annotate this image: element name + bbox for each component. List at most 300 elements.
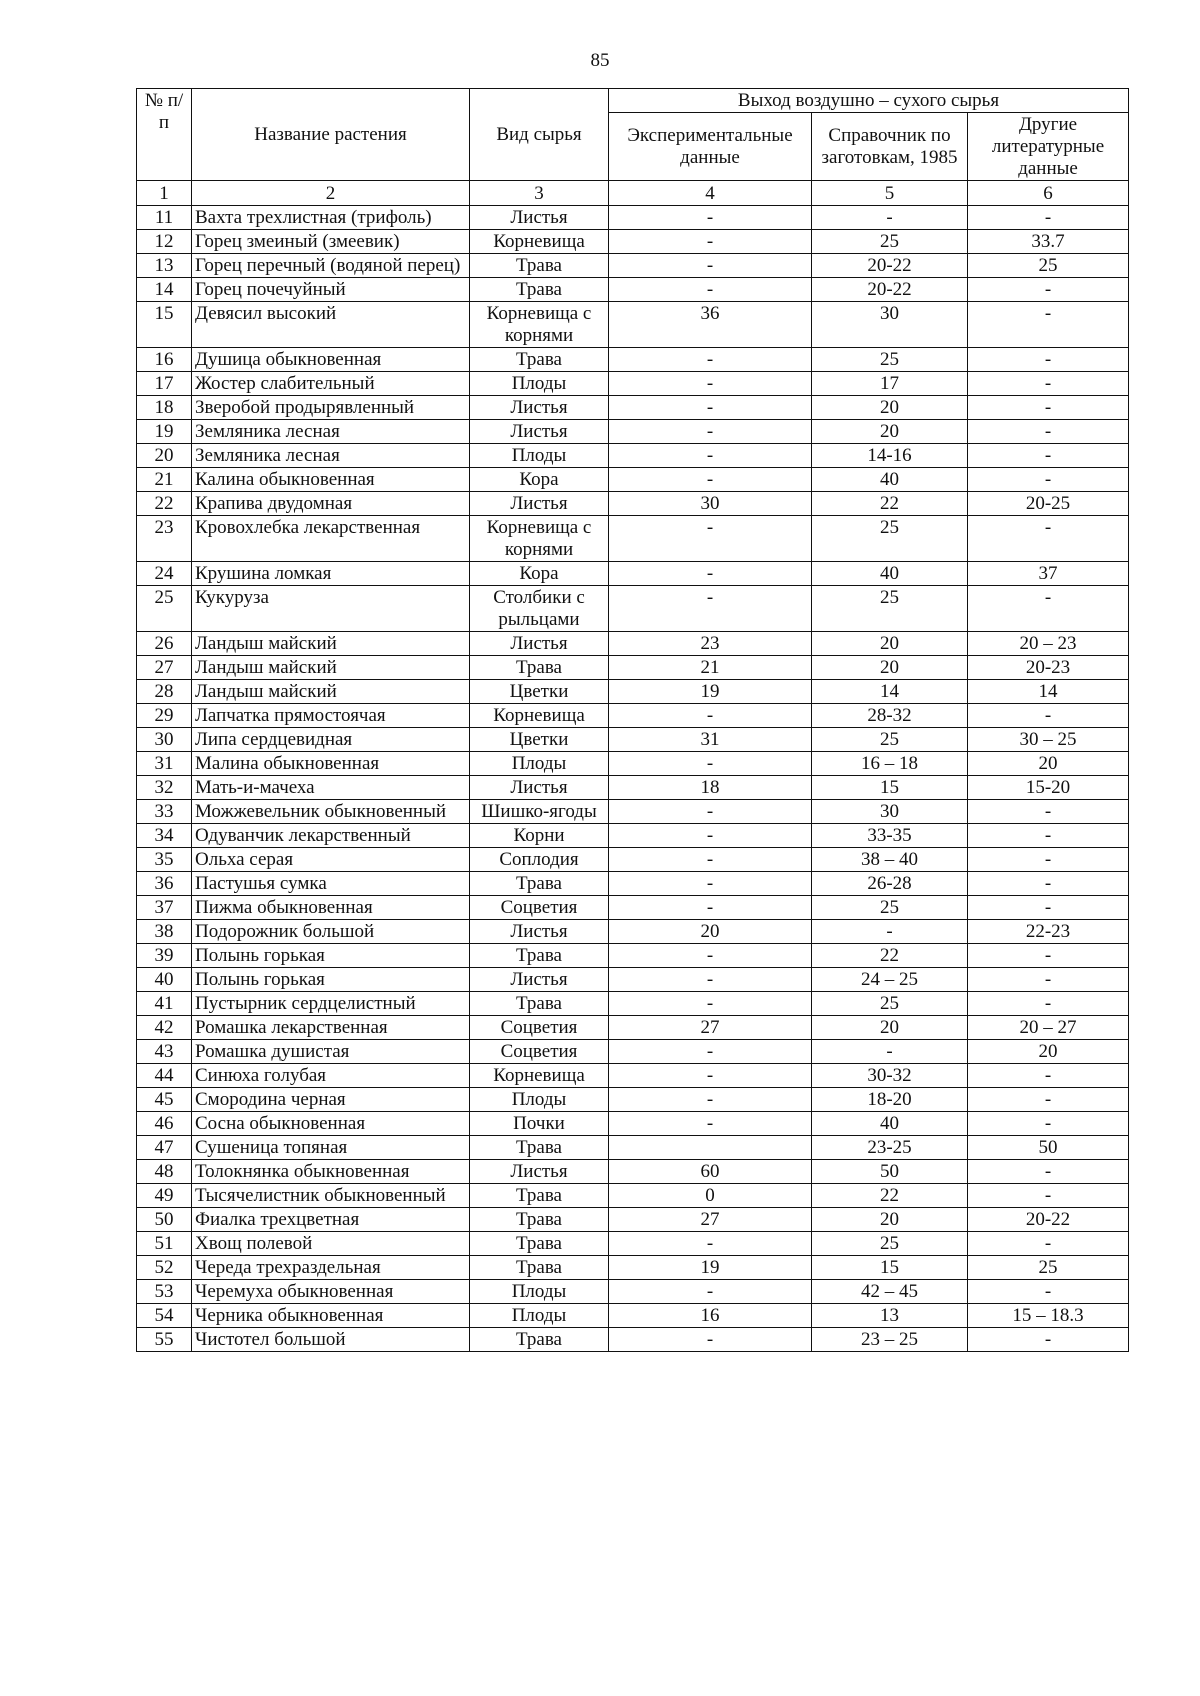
reference-value: 30-32	[812, 1064, 968, 1088]
raw-material-type: Трава	[470, 1232, 609, 1256]
literature-value: -	[968, 372, 1129, 396]
row-number: 21	[137, 468, 192, 492]
experimental-value: -	[609, 1328, 812, 1352]
reference-value: 40	[812, 1112, 968, 1136]
row-number: 52	[137, 1256, 192, 1280]
table-body	[137, 206, 1129, 1352]
experimental-value: 23	[609, 632, 812, 656]
literature-value: -	[968, 206, 1129, 230]
literature-value: 15-20	[968, 776, 1129, 800]
row-number: 38	[137, 920, 192, 944]
raw-material-type: Плоды	[470, 444, 609, 468]
reference-value: 25	[812, 992, 968, 1016]
plant-name: Толокнянка обыкновенная	[192, 1160, 470, 1184]
table-row	[137, 444, 1129, 468]
table-row	[137, 468, 1129, 492]
raw-material-type: Корневища с корнями	[470, 516, 609, 562]
experimental-value: -	[609, 444, 812, 468]
reference-value: 38 – 40	[812, 848, 968, 872]
literature-value: -	[968, 1184, 1129, 1208]
reference-value: 20	[812, 396, 968, 420]
experimental-value: 21	[609, 656, 812, 680]
row-number: 54	[137, 1304, 192, 1328]
table-row	[137, 1136, 1129, 1160]
table-row	[137, 704, 1129, 728]
experimental-value: 16	[609, 1304, 812, 1328]
column-number: 5	[812, 181, 968, 206]
table-row	[137, 896, 1129, 920]
experimental-value: -	[609, 752, 812, 776]
raw-material-type: Корневища	[470, 230, 609, 254]
header-lit: Другие литературные данные	[968, 113, 1129, 181]
header-num: № п/п	[137, 89, 192, 181]
reference-value: 26-28	[812, 872, 968, 896]
table-row	[137, 348, 1129, 372]
experimental-value: 0	[609, 1184, 812, 1208]
experimental-value: -	[609, 1088, 812, 1112]
literature-value: -	[968, 516, 1129, 562]
raw-material-type: Листья	[470, 492, 609, 516]
literature-value: 20 – 27	[968, 1016, 1129, 1040]
table-row	[137, 632, 1129, 656]
plant-name: Одуванчик лекарственный	[192, 824, 470, 848]
plant-name: Ромашка душистая	[192, 1040, 470, 1064]
literature-value: -	[968, 420, 1129, 444]
literature-value: -	[968, 1160, 1129, 1184]
raw-material-type: Трава	[470, 1184, 609, 1208]
experimental-value: -	[609, 848, 812, 872]
reference-value: 30	[812, 800, 968, 824]
experimental-value: 20	[609, 920, 812, 944]
column-number: 1	[137, 181, 192, 206]
raw-material-type: Листья	[470, 206, 609, 230]
literature-value: -	[968, 704, 1129, 728]
reference-value: 25	[812, 516, 968, 562]
literature-value: -	[968, 824, 1129, 848]
plant-name: Малина обыкновенная	[192, 752, 470, 776]
reference-value: 15	[812, 1256, 968, 1280]
table-header	[137, 89, 1129, 206]
table-row	[137, 752, 1129, 776]
literature-value: 15 – 18.3	[968, 1304, 1129, 1328]
row-number: 19	[137, 420, 192, 444]
row-number: 25	[137, 586, 192, 632]
raw-material-type: Трава	[470, 872, 609, 896]
table-row	[137, 968, 1129, 992]
plant-name: Горец перечный (водяной перец)	[192, 254, 470, 278]
plant-name: Сушеница топяная	[192, 1136, 470, 1160]
literature-value: -	[968, 348, 1129, 372]
reference-value: 25	[812, 230, 968, 254]
reference-value: 25	[812, 1232, 968, 1256]
row-number: 24	[137, 562, 192, 586]
reference-value: 25	[812, 896, 968, 920]
raw-material-type: Плоды	[470, 372, 609, 396]
reference-value: 18-20	[812, 1088, 968, 1112]
row-number: 15	[137, 302, 192, 348]
row-number: 18	[137, 396, 192, 420]
literature-value: -	[968, 586, 1129, 632]
experimental-value	[609, 1136, 812, 1160]
reference-value: 40	[812, 468, 968, 492]
experimental-value: -	[609, 944, 812, 968]
column-number: 3	[470, 181, 609, 206]
experimental-value: -	[609, 1112, 812, 1136]
plant-name: Горец змеиный (змеевик)	[192, 230, 470, 254]
literature-value: -	[968, 872, 1129, 896]
table-row	[137, 992, 1129, 1016]
experimental-value: -	[609, 1280, 812, 1304]
table-row	[137, 492, 1129, 516]
literature-value: 50	[968, 1136, 1129, 1160]
literature-value: 33.7	[968, 230, 1129, 254]
plant-name: Подорожник большой	[192, 920, 470, 944]
row-number: 20	[137, 444, 192, 468]
reference-value: 22	[812, 492, 968, 516]
column-number-row	[137, 181, 1129, 206]
literature-value: -	[968, 1112, 1129, 1136]
raw-material-type: Цветки	[470, 680, 609, 704]
raw-material-type: Плоды	[470, 1280, 609, 1304]
row-number: 13	[137, 254, 192, 278]
table-row	[137, 230, 1129, 254]
plant-name: Кровохлебка лекарственная	[192, 516, 470, 562]
plant-name: Крушина ломкая	[192, 562, 470, 586]
row-number: 16	[137, 348, 192, 372]
reference-value: 23 – 25	[812, 1328, 968, 1352]
literature-value: -	[968, 468, 1129, 492]
header-exp: Экспериментальные данные	[609, 113, 812, 181]
experimental-value: -	[609, 468, 812, 492]
literature-value: 20	[968, 1040, 1129, 1064]
raw-material-type: Соцветия	[470, 1040, 609, 1064]
row-number: 29	[137, 704, 192, 728]
reference-value: 33-35	[812, 824, 968, 848]
plant-name: Сосна обыкновенная	[192, 1112, 470, 1136]
raw-material-type: Цветки	[470, 728, 609, 752]
experimental-value: -	[609, 586, 812, 632]
table-row	[137, 1184, 1129, 1208]
literature-value: -	[968, 1280, 1129, 1304]
row-number: 32	[137, 776, 192, 800]
row-number: 17	[137, 372, 192, 396]
plant-name: Хвощ полевой	[192, 1232, 470, 1256]
row-number: 49	[137, 1184, 192, 1208]
column-number: 4	[609, 181, 812, 206]
table-row	[137, 396, 1129, 420]
row-number: 40	[137, 968, 192, 992]
reference-value: 20	[812, 420, 968, 444]
table-row	[137, 586, 1129, 632]
plant-name: Девясил высокий	[192, 302, 470, 348]
literature-value: -	[968, 944, 1129, 968]
plant-name: Полынь горькая	[192, 944, 470, 968]
plant-name: Тысячелистник обыкновенный	[192, 1184, 470, 1208]
plant-name: Земляника лесная	[192, 444, 470, 468]
literature-value: 25	[968, 254, 1129, 278]
reference-value: 14-16	[812, 444, 968, 468]
literature-value: -	[968, 968, 1129, 992]
reference-value: 13	[812, 1304, 968, 1328]
experimental-value: 19	[609, 680, 812, 704]
plant-name: Фиалка трехцветная	[192, 1208, 470, 1232]
reference-value: 17	[812, 372, 968, 396]
table-row	[137, 1016, 1129, 1040]
row-number: 22	[137, 492, 192, 516]
plant-name: Земляника лесная	[192, 420, 470, 444]
row-number: 43	[137, 1040, 192, 1064]
table-row	[137, 1328, 1129, 1352]
reference-value: 25	[812, 586, 968, 632]
literature-value: -	[968, 800, 1129, 824]
raw-material-type: Соцветия	[470, 1016, 609, 1040]
column-number: 2	[192, 181, 470, 206]
column-number: 6	[968, 181, 1129, 206]
plant-name: Липа сердцевидная	[192, 728, 470, 752]
literature-value: 22-23	[968, 920, 1129, 944]
experimental-value: -	[609, 206, 812, 230]
raw-material-type: Трава	[470, 1208, 609, 1232]
row-number: 53	[137, 1280, 192, 1304]
table-row	[137, 824, 1129, 848]
reference-value: 15	[812, 776, 968, 800]
reference-value: -	[812, 206, 968, 230]
experimental-value: -	[609, 1232, 812, 1256]
plant-name: Кукуруза	[192, 586, 470, 632]
literature-value: -	[968, 848, 1129, 872]
raw-material-type: Корневища с корнями	[470, 302, 609, 348]
row-number: 26	[137, 632, 192, 656]
reference-value: 20	[812, 632, 968, 656]
header-name: Название растения	[192, 89, 470, 181]
plant-name: Мать-и-мачеха	[192, 776, 470, 800]
raw-material-type: Трава	[470, 944, 609, 968]
raw-material-type: Трава	[470, 254, 609, 278]
table-row	[137, 278, 1129, 302]
plant-name: Черемуха обыкновенная	[192, 1280, 470, 1304]
literature-value: -	[968, 302, 1129, 348]
reference-value: 24 – 25	[812, 968, 968, 992]
row-number: 12	[137, 230, 192, 254]
literature-value: 20 – 23	[968, 632, 1129, 656]
raw-material-type: Почки	[470, 1112, 609, 1136]
table-row	[137, 848, 1129, 872]
literature-value: 30 – 25	[968, 728, 1129, 752]
reference-value: 20	[812, 656, 968, 680]
row-number: 34	[137, 824, 192, 848]
plant-name: Вахта трехлистная (трифоль)	[192, 206, 470, 230]
experimental-value: -	[609, 704, 812, 728]
raw-material-type: Корни	[470, 824, 609, 848]
plant-name: Калина обыкновенная	[192, 468, 470, 492]
plant-name: Чистотел большой	[192, 1328, 470, 1352]
reference-value: 20-22	[812, 278, 968, 302]
plant-name: Зверобой продырявленный	[192, 396, 470, 420]
experimental-value: -	[609, 968, 812, 992]
literature-value: 25	[968, 1256, 1129, 1280]
raw-material-type: Листья	[470, 920, 609, 944]
literature-value: 20-22	[968, 1208, 1129, 1232]
table-row	[137, 1304, 1129, 1328]
plant-name: Ландыш майский	[192, 680, 470, 704]
row-number: 27	[137, 656, 192, 680]
row-number: 47	[137, 1136, 192, 1160]
raw-material-type: Трава	[470, 1328, 609, 1352]
experimental-value: 27	[609, 1016, 812, 1040]
raw-material-type: Листья	[470, 396, 609, 420]
row-number: 51	[137, 1232, 192, 1256]
table-row	[137, 206, 1129, 230]
header-group: Выход воздушно – сухого сырья	[609, 89, 1129, 113]
page-number: 85	[590, 50, 610, 71]
plant-name: Череда трехраздельная	[192, 1256, 470, 1280]
reference-value: 25	[812, 348, 968, 372]
plant-name: Можжевельник обыкновенный	[192, 800, 470, 824]
experimental-value: -	[609, 420, 812, 444]
header-type: Вид сырья	[470, 89, 609, 181]
literature-value: -	[968, 278, 1129, 302]
row-number: 45	[137, 1088, 192, 1112]
raw-material-type: Листья	[470, 776, 609, 800]
row-number: 28	[137, 680, 192, 704]
plant-name: Черника обыкновенная	[192, 1304, 470, 1328]
raw-material-type: Плоды	[470, 752, 609, 776]
plant-name: Ландыш майский	[192, 632, 470, 656]
raw-material-type: Соплодия	[470, 848, 609, 872]
experimental-value: -	[609, 278, 812, 302]
reference-value: 16 – 18	[812, 752, 968, 776]
raw-material-type: Корневища	[470, 1064, 609, 1088]
row-number: 11	[137, 206, 192, 230]
plant-name: Ромашка лекарственная	[192, 1016, 470, 1040]
literature-value: 37	[968, 562, 1129, 586]
table-row	[137, 656, 1129, 680]
reference-value: 20	[812, 1016, 968, 1040]
table-row	[137, 776, 1129, 800]
row-number: 30	[137, 728, 192, 752]
table-row	[137, 1088, 1129, 1112]
literature-value: -	[968, 396, 1129, 420]
raw-material-type: Столбики с рыльцами	[470, 586, 609, 632]
table-row	[137, 516, 1129, 562]
row-number: 42	[137, 1016, 192, 1040]
row-number: 44	[137, 1064, 192, 1088]
literature-value: 20-23	[968, 656, 1129, 680]
reference-value: 50	[812, 1160, 968, 1184]
reference-value: -	[812, 920, 968, 944]
raw-material-type: Трава	[470, 656, 609, 680]
experimental-value: -	[609, 396, 812, 420]
table-row	[137, 420, 1129, 444]
table-row	[137, 872, 1129, 896]
reference-value: 20-22	[812, 254, 968, 278]
row-number: 46	[137, 1112, 192, 1136]
row-number: 31	[137, 752, 192, 776]
experimental-value: 19	[609, 1256, 812, 1280]
reference-value: 20	[812, 1208, 968, 1232]
experimental-value: -	[609, 1064, 812, 1088]
raw-material-type: Плоды	[470, 1304, 609, 1328]
experimental-value: -	[609, 254, 812, 278]
plant-name: Жостер слабительный	[192, 372, 470, 396]
table-row	[137, 302, 1129, 348]
experimental-value: -	[609, 1040, 812, 1064]
table-row	[137, 1280, 1129, 1304]
reference-value: 22	[812, 1184, 968, 1208]
experimental-value: 31	[609, 728, 812, 752]
plant-name: Крапива двудомная	[192, 492, 470, 516]
experimental-value: -	[609, 348, 812, 372]
literature-value: -	[968, 444, 1129, 468]
table-row	[137, 254, 1129, 278]
plant-name: Горец почечуйный	[192, 278, 470, 302]
table-row	[137, 372, 1129, 396]
plant-name: Пастушья сумка	[192, 872, 470, 896]
literature-value: 20	[968, 752, 1129, 776]
row-number: 23	[137, 516, 192, 562]
table-row	[137, 1256, 1129, 1280]
row-number: 37	[137, 896, 192, 920]
raw-material-type: Трава	[470, 1136, 609, 1160]
row-number: 14	[137, 278, 192, 302]
plant-name: Ольха серая	[192, 848, 470, 872]
plant-name: Лапчатка прямостоячая	[192, 704, 470, 728]
plant-name: Душица обыкновенная	[192, 348, 470, 372]
raw-material-type: Трава	[470, 992, 609, 1016]
experimental-value: -	[609, 824, 812, 848]
plant-name: Пустырник сердцелистный	[192, 992, 470, 1016]
experimental-value: 60	[609, 1160, 812, 1184]
table-row	[137, 1208, 1129, 1232]
reference-value: -	[812, 1040, 968, 1064]
table-row	[137, 680, 1129, 704]
table-row	[137, 1232, 1129, 1256]
plant-name: Ландыш майский	[192, 656, 470, 680]
reference-value: 28-32	[812, 704, 968, 728]
experimental-value: -	[609, 896, 812, 920]
row-number: 41	[137, 992, 192, 1016]
plant-yield-table	[136, 88, 1129, 1352]
plant-name: Пижма обыкновенная	[192, 896, 470, 920]
plant-name: Смородина черная	[192, 1088, 470, 1112]
literature-value: -	[968, 1088, 1129, 1112]
header-row-1	[137, 89, 1129, 113]
reference-value: 23-25	[812, 1136, 968, 1160]
experimental-value: 36	[609, 302, 812, 348]
reference-value: 40	[812, 562, 968, 586]
experimental-value: 30	[609, 492, 812, 516]
literature-value: 20-25	[968, 492, 1129, 516]
literature-value: -	[968, 896, 1129, 920]
raw-material-type: Листья	[470, 1160, 609, 1184]
plant-name: Полынь горькая	[192, 968, 470, 992]
reference-value: 22	[812, 944, 968, 968]
row-number: 50	[137, 1208, 192, 1232]
experimental-value: 27	[609, 1208, 812, 1232]
raw-material-type: Соцветия	[470, 896, 609, 920]
reference-value: 25	[812, 728, 968, 752]
raw-material-type: Трава	[470, 1256, 609, 1280]
table-row	[137, 1064, 1129, 1088]
literature-value: -	[968, 992, 1129, 1016]
table-row	[137, 944, 1129, 968]
row-number: 35	[137, 848, 192, 872]
raw-material-type: Корневища	[470, 704, 609, 728]
reference-value: 14	[812, 680, 968, 704]
experimental-value: -	[609, 516, 812, 562]
table-row	[137, 1040, 1129, 1064]
table-row	[137, 728, 1129, 752]
